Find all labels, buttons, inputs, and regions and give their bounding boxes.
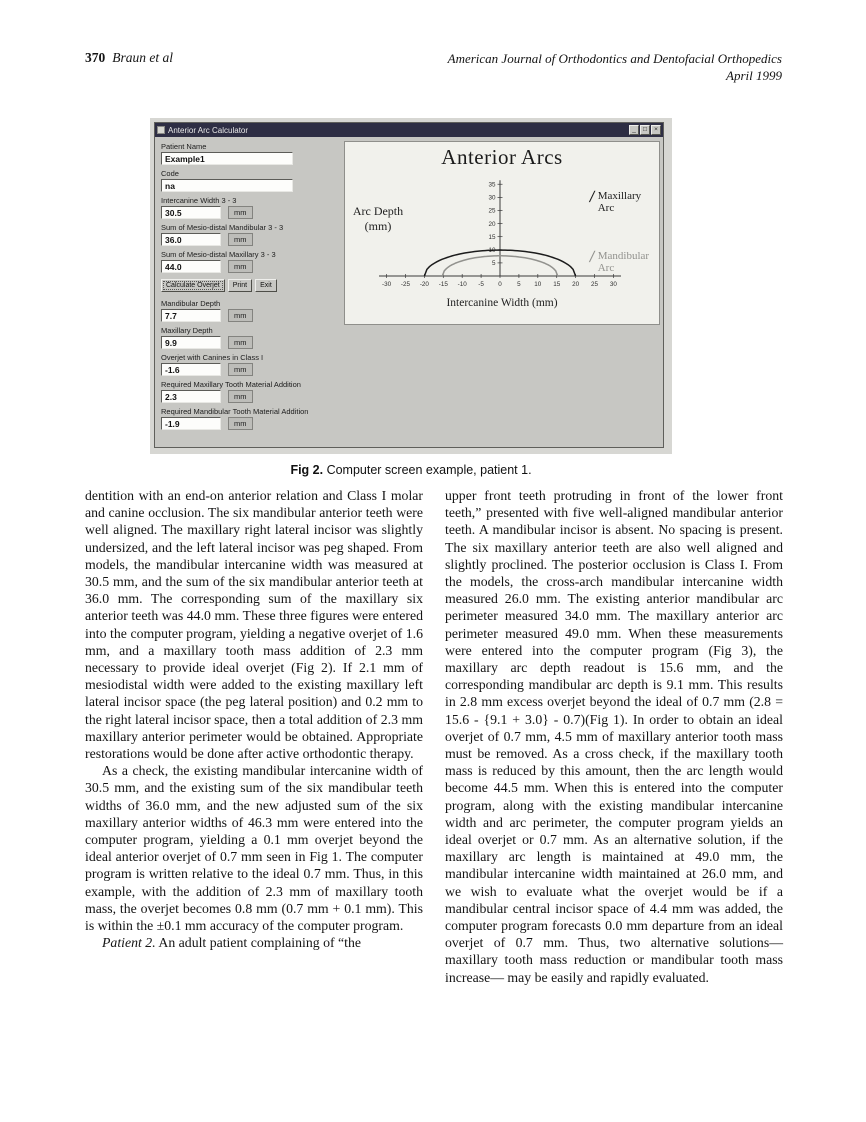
field-input[interactable]: 36.0: [161, 233, 221, 246]
legend-label: Maxillary Arc: [597, 190, 642, 214]
svg-text:10: 10: [534, 281, 542, 288]
svg-text:15: 15: [553, 281, 561, 288]
figure-caption: [150, 463, 672, 477]
body-paragraph: [85, 934, 423, 951]
field-row: [161, 152, 333, 165]
window-titlebar: [155, 123, 663, 137]
screenshot-scan-background: [150, 118, 672, 454]
button-row: [161, 279, 333, 292]
field-unit: mm: [228, 390, 253, 403]
field-label: Mandibular Depth: [161, 299, 221, 308]
field-label: Intercanine Width 3 - 3: [161, 196, 237, 205]
field-unit: mm: [228, 336, 253, 349]
body-paragraph: dentition with an end-on anterior relation and Class I molar and canine occlusion. The six mandibular anterior teeth were well aligned. The maxillary right lateral incisor was slightly undersized, and the left lateral incisor was peg shaped. From models, the mandibular intercanine width was measured at 30.5 mm, and the sum of the six mandibular anterior teeth at 36.0 mm. The corresponding sum of the maxillary six anterior teeth was 44.0 mm. These three figures were entered into the computer program, yielding a negative overjet of 1.6 mm, and a maxillary tooth mass addition of 2.3 mm necessary to provide ideal overjet (Fig 2). If 2.1 mm of mesiodistal width were added to the existing maxillary left lateral incisor space (the peg lateral position) and 0.2 mm to the right lateral incisor space, then a total addition of 2.3 mm maxillary anterior perimeter would be obtained. Appropriate restorations would be done after active orthodontic therapy.: [85, 488, 423, 762]
svg-text:35: 35: [488, 181, 496, 189]
page-header: [85, 50, 782, 84]
figure-2: [150, 118, 672, 477]
journal-issue: April 1999: [726, 68, 782, 83]
anterior-arcs-plot: [375, 170, 625, 302]
field-input[interactable]: na: [161, 179, 293, 192]
chart-panel: [344, 141, 660, 325]
left-column: [85, 487, 423, 986]
field-label: Patient Name: [161, 142, 207, 151]
input-field: [161, 169, 333, 192]
field-row: [161, 260, 333, 273]
body-paragraph: As a check, the existing mandibular intercanine width of 30.5 mm, and the existing sum of the six mandibular teeth widths of 36.0 mm, and the new adjusted sum of the six maxillary anterior widths of 46.3 mm were entered into the computer program, yielding a 0.1 mm overjet beyond the ideal anterior overjet of 0.7 mm seen in Fig 1. The computer program is written relative to the ideal 0.7 mm. Thus, in this example, with the addition of 2.3 mm of maxillary tooth mass, the overjet becomes 0.8 mm (0.7 mm + 0.1 mm). This is within the ±0.1 mm accuracy of the computer program.: [85, 763, 423, 934]
svg-text:15: 15: [488, 233, 496, 241]
field-row: [161, 233, 333, 246]
output-field: [161, 380, 333, 403]
window-body: [155, 137, 663, 447]
field-unit: mm: [228, 206, 253, 219]
field-row: [161, 179, 333, 192]
body-paragraph: upper front teeth protruding in front of the lower front teeth,” presented with five well-aligned mandibular anterior teeth. A mandibular incisor is absent. No spacing is present. The six maxillary anterior teeth are also well aligned and slightly proclined. The posterior occlusion is Class I. From the models, the cross-arch mandibular intercanine width measured 26.0 mm. The existing anterior mandibular arc perimeter measured 34.0 mm. The maxillary anterior arc perimeter measured 49.0 mm. When these measurements were entered into the computer program (Fig 3), the maxillary arc depth readout is 15.6 mm, and the corresponding mandibular arc depth is 9.1 mm. This results in 2.8 mm excess overjet beyond the ideal of 0.7 mm (2.8 = 15.6 - {9.1 + 3.0} - 0.7)(Fig 1). In order to obtain an ideal overjet of 0.7 mm, 4.5 mm of maxillary anterior tooth mass must be removed. As a cross check, if the maxillary tooth mass is reduced by this amount, then the arc length would become 44.5 mm. When this is entered into the computer program, along with the existing mandibular intercanine width and arc perimeter, the computer program yields an ideal overjet or 0.7 mm. As an alternative solution, if the maxillary arc length is maintained at 49.0 mm, the mandibular intercanine width maintained at 26.0 mm, and we wish to evaluate what the overjet would be if a mandibular central incisor space of 4.4 mm was added, the computer program forecasts 0.0 mm departure from an ideal overjet of 0.7 mm. Thus, two alternative solutions—maxillary tooth mass reduction or mandibular tooth mass increase— may be easily and rapidly evaluated.: [445, 488, 783, 985]
svg-text:-25: -25: [400, 281, 411, 288]
field-input[interactable]: 7.7: [161, 309, 221, 322]
journal-title: American Journal of Orthodontics and Dentofacial Orthopedics: [447, 51, 782, 66]
svg-text:30: 30: [609, 281, 617, 288]
field-input[interactable]: 30.5: [161, 206, 221, 219]
field-row: [161, 336, 333, 349]
input-field: [161, 142, 333, 165]
svg-text:25: 25: [591, 281, 599, 288]
field-unit: mm: [228, 233, 253, 246]
field-input[interactable]: Example1: [161, 152, 293, 165]
maximize-button[interactable]: □: [640, 125, 650, 135]
svg-text:25: 25: [488, 207, 496, 215]
input-field: [161, 223, 333, 246]
svg-text:-30: -30: [382, 281, 392, 288]
print-button[interactable]: Print: [228, 279, 252, 292]
y-axis-label-line: Arc Depth: [352, 204, 404, 218]
field-row: [161, 363, 333, 376]
field-label: Maxillary Depth: [161, 326, 213, 335]
running-head-left: [85, 50, 173, 66]
field-unit: mm: [228, 363, 253, 376]
field-input[interactable]: -1.6: [161, 363, 221, 376]
field-unit: mm: [228, 417, 253, 430]
calculate-overjet-button[interactable]: Calculate Overjet: [161, 279, 225, 292]
x-axis-label: Intercanine Width (mm): [446, 297, 558, 309]
field-unit: mm: [228, 309, 253, 322]
svg-text:5: 5: [491, 260, 496, 268]
field-input[interactable]: 44.0: [161, 260, 221, 273]
svg-text:-20: -20: [419, 281, 429, 288]
legend-line-mark-icon: /: [588, 187, 596, 206]
app-window: [154, 122, 664, 448]
running-head-right: [448, 50, 782, 84]
legend-item: [588, 187, 657, 214]
right-column: [445, 487, 783, 986]
field-row: [161, 390, 333, 403]
app-icon: [157, 126, 165, 134]
field-row: [161, 309, 333, 322]
legend-label: Mandibular Arc: [597, 250, 650, 274]
input-field: [161, 250, 333, 273]
field-unit: mm: [228, 260, 253, 273]
page-number: 370: [85, 50, 106, 65]
field-label: Code: [161, 169, 179, 178]
svg-text:20: 20: [488, 220, 496, 228]
close-button[interactable]: ×: [651, 125, 661, 135]
output-field: [161, 353, 333, 376]
output-field: [161, 326, 333, 349]
input-panel: [155, 137, 341, 447]
patient2-lead: Patient 2.: [102, 935, 156, 951]
window-controls: [629, 125, 661, 135]
field-row: [161, 417, 333, 430]
output-field: [161, 299, 333, 322]
svg-text:10: 10: [488, 246, 496, 254]
input-field: [161, 196, 333, 219]
output-field: [161, 407, 333, 430]
field-label: Sum of Mesio-distal Maxillary 3 - 3: [161, 250, 276, 259]
chart-legend: [588, 187, 657, 310]
field-label: Overjet with Canines in Class I: [161, 353, 264, 362]
svg-text:20: 20: [572, 281, 580, 288]
svg-text:-15: -15: [438, 281, 448, 288]
figure-caption-text: Computer screen example, patient 1.: [326, 463, 532, 477]
svg-text:0: 0: [498, 281, 502, 288]
field-input[interactable]: 9.9: [161, 336, 221, 349]
field-label: Required Mandibular Tooth Material Addition: [161, 407, 309, 416]
running-authors: Braun et al: [112, 50, 173, 65]
field-input[interactable]: 2.3: [161, 390, 221, 403]
window-title: Anterior Arc Calculator: [168, 125, 249, 135]
field-label: Sum of Mesio-distal Mandibular 3 - 3: [161, 223, 284, 232]
field-input[interactable]: -1.9: [161, 417, 221, 430]
figure-caption-label: Fig 2.: [290, 463, 324, 477]
field-row: [161, 206, 333, 219]
y-axis-label-line: (mm): [364, 219, 392, 233]
svg-text:5: 5: [517, 281, 521, 288]
svg-text:-10: -10: [457, 281, 467, 288]
svg-text:-5: -5: [478, 281, 484, 288]
field-label: Required Maxillary Tooth Material Addition: [161, 380, 301, 389]
legend-line-mark-icon: /: [588, 247, 596, 266]
legend-item: [588, 247, 657, 274]
patient2-text: An adult patient complaining of “the: [158, 935, 362, 951]
body-columns: [85, 487, 783, 986]
minimize-button[interactable]: _: [629, 125, 639, 135]
chart-title: Anterior Arcs: [441, 145, 563, 169]
svg-text:30: 30: [488, 194, 496, 202]
exit-button[interactable]: Exit: [255, 279, 277, 292]
